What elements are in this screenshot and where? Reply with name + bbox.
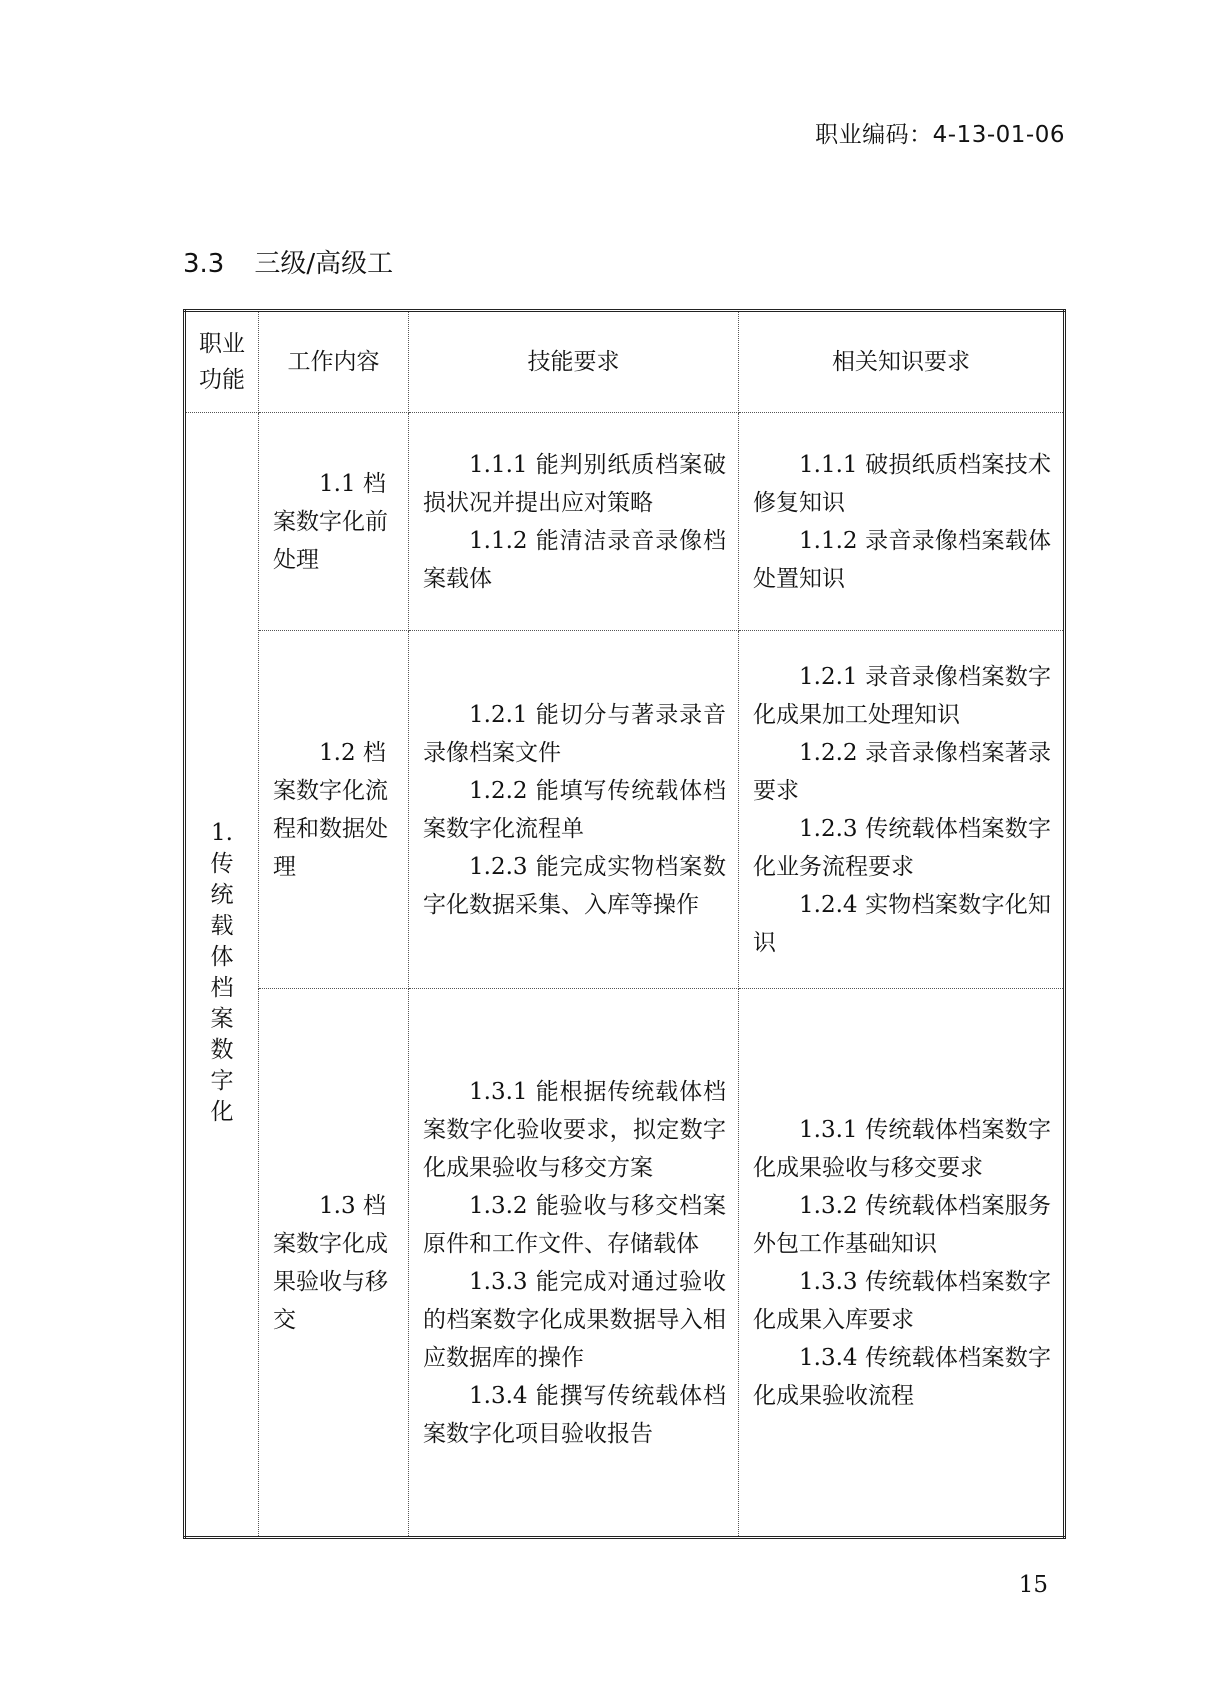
skill-cell bbox=[409, 631, 739, 989]
knowledge-item: 1.2.2 录音录像档案著录要求 bbox=[753, 739, 1051, 804]
work-content-cell bbox=[259, 631, 409, 989]
work-content-cell bbox=[259, 989, 409, 1538]
skill-item: 1.2.1 能切分与著录录音录像档案文件 bbox=[423, 701, 726, 766]
page-number: 15 bbox=[1018, 1572, 1048, 1598]
section-heading bbox=[183, 243, 393, 280]
knowledge-item: 1.1.1 破损纸质档案技术修复知识 bbox=[753, 451, 1051, 516]
knowledge-item: 1.3.1 传统载体档案数字化成果验收与移交要求 bbox=[753, 1116, 1051, 1181]
table-row bbox=[185, 413, 1065, 631]
skill-item: 1.1.2 能清洁录音录像档案载体 bbox=[423, 527, 726, 592]
header-work: 工作内容 bbox=[259, 311, 409, 413]
knowledge-item: 1.2.1 录音录像档案数字化成果加工处理知识 bbox=[753, 663, 1051, 728]
skill-item: 1.1.1 能判别纸质档案破损状况并提出应对策略 bbox=[423, 451, 726, 516]
work-content-cell bbox=[259, 413, 409, 631]
function-label: 1. 传统载体档案数字化 bbox=[210, 820, 234, 1125]
skill-cell bbox=[409, 989, 739, 1538]
skill-item: 1.2.3 能完成实物档案数字化数据采集、入库等操作 bbox=[423, 853, 726, 918]
table-header-row bbox=[185, 311, 1065, 413]
occupation-code: 职业编码：4-13-01-06 bbox=[815, 122, 1065, 148]
header-skill: 技能要求 bbox=[409, 311, 739, 413]
knowledge-item: 1.3.4 传统载体档案数字化成果验收流程 bbox=[753, 1344, 1051, 1409]
work-content: 1.3 档案数字化成果验收与移交 bbox=[273, 1192, 388, 1333]
knowledge-item: 1.2.4 实物档案数字化知识 bbox=[753, 891, 1051, 956]
header-function: 职业功能 bbox=[185, 311, 259, 413]
knowledge-item: 1.3.3 传统载体档案数字化成果入库要求 bbox=[753, 1268, 1051, 1333]
skill-item: 1.2.2 能填写传统载体档案数字化流程单 bbox=[423, 777, 726, 842]
skill-item: 1.3.2 能验收与移交档案原件和工作文件、存储载体 bbox=[423, 1192, 726, 1257]
section-number: 3.3 bbox=[183, 249, 225, 279]
function-cell bbox=[185, 413, 259, 1538]
section-title: 三级/高级工 bbox=[254, 249, 394, 279]
skill-cell bbox=[409, 413, 739, 631]
table-row bbox=[185, 631, 1065, 989]
header-knowledge: 相关知识要求 bbox=[739, 311, 1065, 413]
knowledge-item: 1.1.2 录音录像档案载体处置知识 bbox=[753, 527, 1051, 592]
skill-item: 1.3.4 能撰写传统载体档案数字化项目验收报告 bbox=[423, 1382, 726, 1447]
knowledge-item: 1.3.2 传统载体档案服务外包工作基础知识 bbox=[753, 1192, 1051, 1257]
table-row bbox=[185, 989, 1065, 1538]
knowledge-cell bbox=[739, 631, 1065, 989]
skill-item: 1.3.1 能根据传统载体档案数字化验收要求，拟定数字化成果验收与移交方案 bbox=[423, 1078, 726, 1181]
skill-standard-table bbox=[183, 309, 1066, 1539]
work-content: 1.2 档案数字化流程和数据处理 bbox=[273, 739, 388, 880]
knowledge-cell bbox=[739, 413, 1065, 631]
knowledge-item: 1.2.3 传统载体档案数字化业务流程要求 bbox=[753, 815, 1051, 880]
work-content: 1.1 档案数字化前处理 bbox=[273, 470, 388, 573]
knowledge-cell bbox=[739, 989, 1065, 1538]
skill-item: 1.3.3 能完成对通过验收的档案数字化成果数据导入相应数据库的操作 bbox=[423, 1268, 726, 1371]
